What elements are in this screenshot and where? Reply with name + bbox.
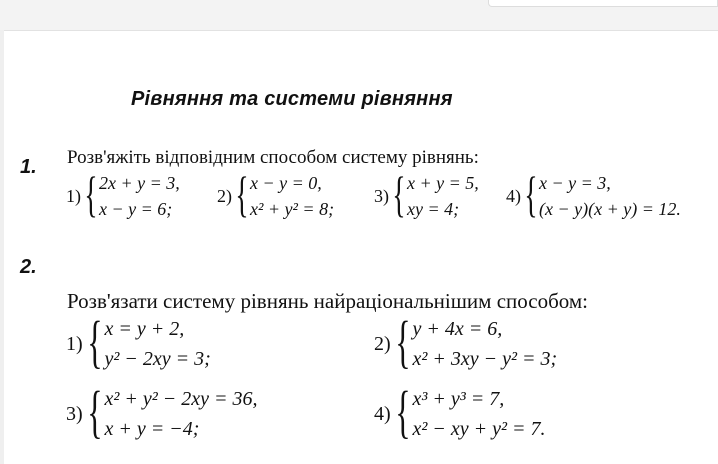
equations bbox=[413, 314, 558, 374]
equation: x² + y² = 8; bbox=[250, 199, 335, 219]
equation: x² + 3xy − y² = 3; bbox=[412, 348, 558, 370]
top-tab bbox=[488, 0, 718, 7]
top-bar bbox=[0, 0, 718, 31]
equation: x² − xy + y² = 7. bbox=[412, 418, 546, 440]
task-2-system-1 bbox=[66, 309, 211, 374]
task-2-instruction: Розв'язати систему рівнянь найраціональнішим способом: bbox=[67, 289, 589, 313]
equation: xy = 4; bbox=[407, 199, 460, 219]
task-2-system-3 bbox=[66, 379, 258, 444]
page-title: Рівняння та системи рівняння bbox=[131, 88, 453, 110]
equation: y² − 2xy = 3; bbox=[104, 348, 211, 370]
equations bbox=[407, 170, 479, 222]
equation: x − y = 3, bbox=[539, 173, 611, 193]
equation: x + y = 5, bbox=[407, 173, 479, 193]
brace-icon: { bbox=[235, 166, 249, 222]
task-1-system-4 bbox=[506, 166, 681, 222]
system-label: 3) bbox=[66, 402, 83, 425]
task-1-system-1 bbox=[66, 166, 180, 222]
task-1-system-2 bbox=[217, 166, 335, 222]
equations bbox=[539, 170, 681, 222]
equation: x² + y² − 2xy = 36, bbox=[104, 388, 258, 410]
brace-icon: { bbox=[394, 309, 411, 374]
brace-icon: { bbox=[524, 166, 538, 222]
brace-icon: { bbox=[86, 309, 103, 374]
system-label: 2) bbox=[374, 332, 391, 355]
system-label: 4) bbox=[506, 185, 521, 206]
equations bbox=[250, 170, 334, 222]
task-2-system-4 bbox=[374, 379, 546, 444]
equations bbox=[99, 170, 180, 222]
task-1-system-3 bbox=[374, 166, 479, 222]
equation: x − y = 0, bbox=[250, 173, 322, 193]
equation: y + 4x = 6, bbox=[412, 318, 503, 340]
equation: x = y + 2, bbox=[104, 318, 185, 340]
left-edge bbox=[0, 30, 4, 464]
system-label: 2) bbox=[217, 185, 232, 206]
equation: 2x + y = 3, bbox=[99, 173, 180, 193]
equations bbox=[413, 384, 546, 444]
task-2-system-2 bbox=[374, 309, 558, 374]
system-label: 4) bbox=[374, 402, 391, 425]
task-2-number: 2. bbox=[20, 256, 37, 278]
brace-icon: { bbox=[392, 166, 406, 222]
equation: (x − y)(x + y) = 12. bbox=[539, 199, 681, 219]
equation: x + y = −4; bbox=[104, 418, 200, 440]
brace-icon: { bbox=[86, 379, 103, 444]
system-label: 1) bbox=[66, 185, 81, 206]
brace-icon: { bbox=[394, 379, 411, 444]
equation: x³ + y³ = 7, bbox=[412, 388, 505, 410]
equation: x − y = 6; bbox=[99, 199, 173, 219]
system-label: 1) bbox=[66, 332, 83, 355]
equations bbox=[105, 384, 258, 444]
equations bbox=[105, 314, 211, 374]
brace-icon: { bbox=[84, 166, 98, 222]
task-1-number: 1. bbox=[20, 156, 37, 178]
task-1-instruction: Розв'яжіть відповідним способом систему рівнянь: bbox=[67, 147, 479, 168]
system-label: 3) bbox=[374, 185, 389, 206]
